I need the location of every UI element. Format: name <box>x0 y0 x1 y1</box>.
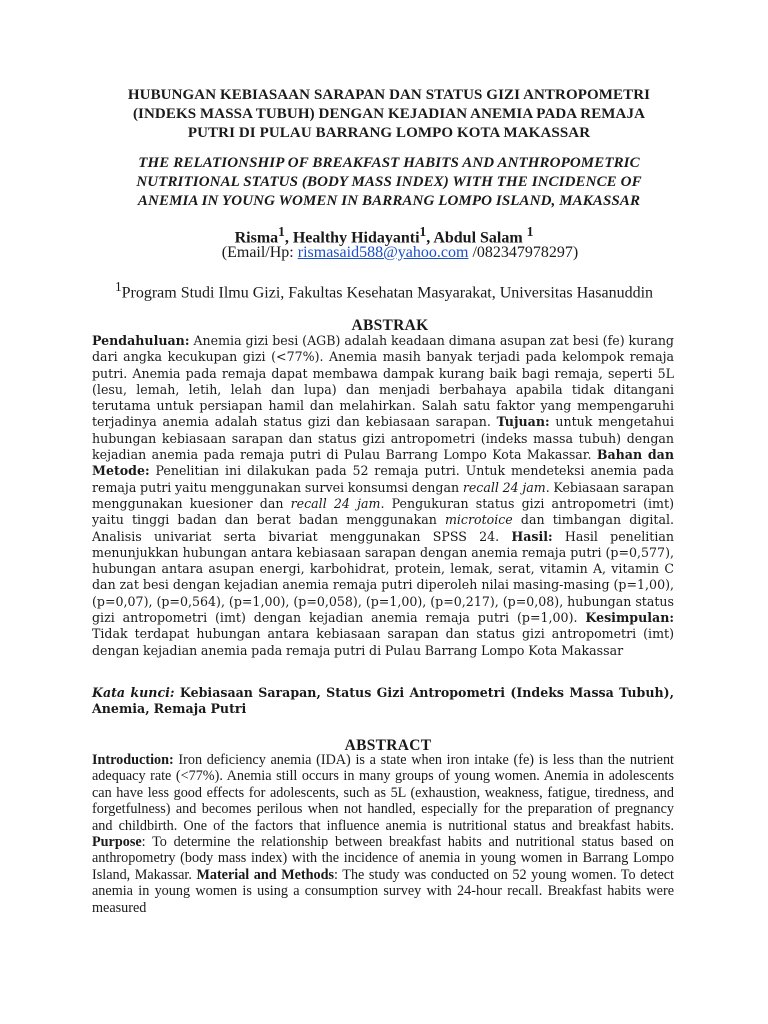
recall-term-2: recall 24 jam <box>290 495 381 511</box>
title-english <box>100 154 678 211</box>
email-link[interactable]: rismasaid588@yahoo.com <box>297 244 469 261</box>
contact-line <box>0 244 768 262</box>
author-3: Abdul Salam <box>433 229 523 247</box>
kata-kunci <box>92 685 674 718</box>
abstrak-body <box>92 333 674 659</box>
affiliation <box>0 279 768 302</box>
kata-kunci-text: Kebiasaan Sarapan, Status Gizi Antropometri (Indeks Massa Tubuh), Anemia, Remaja Putri <box>92 685 674 717</box>
title-en-line-1: THE RELATIONSHIP OF BREAKFAST HABITS AND ANTHROPOMETRIC <box>138 155 640 171</box>
affiliation-text: Program Studi Ilmu Gizi, Fakultas Kesehatan Masyarakat, Universitas Hasanuddin <box>121 284 654 302</box>
author-2-affiliation: 1 <box>419 224 427 239</box>
author-3-affiliation: 1 <box>526 224 534 239</box>
contact-prefix: (Email/Hp: <box>221 244 298 261</box>
pendahuluan-label: Pendahuluan: <box>92 333 190 348</box>
kata-kunci-label: Kata kunci: <box>92 685 175 700</box>
abstrak-heading: ABSTRAK <box>351 317 429 334</box>
bahan-text-1: Penelitian ini dilakukan pada 52 remaja putri. Untuk mendeteksi anemia pada remaja putri yaitu menggunakan survei konsumsi dengan <box>92 463 674 495</box>
bahan-text-4: dan timbangan digital. Analisis univariat serta bivariat menggunakan SPSS 24. <box>92 512 674 544</box>
title-id-line-2: (INDEKS MASSA TUBUH) DENGAN KEJADIAN ANEMIA PADA REMAJA <box>132 106 646 122</box>
title-id-line-1: HUBUNGAN KEBIASAAN SARAPAN DAN STATUS GIZI ANTROPOMETRI <box>127 87 651 103</box>
recall-term-1: recall 24 jam <box>462 479 546 495</box>
author-1: Risma <box>234 229 279 247</box>
bahan-text-3: . Pengukuran status gizi antropometri (imt) yaitu tinggi badan dan berat badan menggunakan <box>92 495 674 528</box>
author-2: Healthy Hidayanti <box>292 229 420 247</box>
microtoice-term: microtoice <box>444 512 513 528</box>
kesimpulan-text: Tidak terdapat hubungan antara kebiasaan sarapan dan status gizi antropometri (imt) dengan kejadian anemia pada remaja putri di Pulau Barrang Lompo Kota Makassar <box>92 626 674 658</box>
methods-label: Material and Methods <box>196 866 335 883</box>
abstract-heading: ABSTRACT <box>344 737 432 754</box>
tujuan-text: untuk mengetahui hubungan kebiasaan sarapan dan status gizi antropometri (indeks massa tubuh) dengan kejadian anemia pada remaja putri di Pulau Barrang Lompo Kota Makassar. <box>92 414 674 463</box>
purpose-label: Purpose <box>92 834 142 851</box>
author-list: Risma$^1$, Healthy Hidayanti$^1$, Abdul Salam $^1$ <box>234 224 534 247</box>
bahan-text-2: . Kebiasaan sarapan menggunakan kuesioner dan <box>92 479 675 511</box>
bahan-metode-label: Bahan dan Metode: <box>92 447 674 479</box>
introduction-text: Iron deficiency anemia (IDA) is a state when iron intake (fe) is less than the nutrient adequacy rate (<77%). Anemia still occurs in many groups of young women. Anemia in adolescents can have less good effects for adolescents, such as 5L (exhaustion, weakness, fatigue, tiredness, and forgetfulness) and becomes perilous when not handled, especially for the preparation of pregnancy and childbirth. One of the factors that influence anemia is nutritional status and breakfast habits. <box>92 752 674 834</box>
purpose-text: : To determine the relationship between breakfast habits and nutritional status based on anthropometry (body mass index) with the incidence of anemia in young women in Barrang Lompo Island, Makassar. <box>92 834 674 883</box>
hasil-text: Hasil penelitian menunjukkan hubungan antara kebiasaan sarapan dengan anemia remaja putri (p=0,577), hubungan antara asupan energi, karbohidrat, protein, lemak, serat, vitamin A, vitamin C dan zat besi dengan kejadian anemia remaja putri diperoleh nilai masing-masing (p=1,00), (p=0,07), (p=0,564), (p=1,00), (p=0,058), (p=1,00), (p=0,217), (p=0,08), hubungan status gizi antropometri (imt) dengan kejadian anemia remaja putri (p=1,00). <box>92 528 674 626</box>
methods-text: : The study was conducted on 52 young women. To detect anemia in young women is using a consumption survey with 24-hour recall. Breakfast habits were measured <box>92 866 674 916</box>
pendahuluan-text: Anemia gizi besi (AGB) adalah keadaan dimana asupan zat besi (fe) kurang dari angka kecukupan gizi (<77%). Anemia masih banyak terjadi pada kelompok remaja putri. Anemia pada remaja dapat membawa dampak kurang baik bagi remaja, seperti 5L (lesu, lemah, letih, lelah dan lupa) dan menjadi berbahaya apabila tidak ditangani terutama untuk persiapan hamil dan melahirkan. Salah satu faktor yang mempengaruhi terjadinya anemia adalah status gizi dan kebiasaan sarapan. <box>92 333 674 430</box>
abstract-body <box>92 752 674 916</box>
title-en-line-2: NUTRITIONAL STATUS (BODY MASS INDEX) WITH THE INCIDENCE OF <box>136 174 642 190</box>
title-id-line-3: PUTRI DI PULAU BARRANG LOMPO KOTA MAKASSAR <box>187 125 591 141</box>
title-en-line-3: ANEMIA IN YOUNG WOMEN IN BARRANG LOMPO ISLAND, MAKASSAR <box>137 193 641 209</box>
hasil-label: Hasil: <box>511 528 553 544</box>
contact-phone: /082347978297) <box>468 244 579 261</box>
affiliation-number: 1 <box>114 279 122 294</box>
introduction-label: Introduction: <box>92 752 174 768</box>
kesimpulan-label: Kesimpulan: <box>585 610 674 626</box>
author-1-affiliation: 1 <box>278 224 285 239</box>
title-indonesian <box>100 86 678 143</box>
tujuan-label: Tujuan: <box>496 414 550 430</box>
